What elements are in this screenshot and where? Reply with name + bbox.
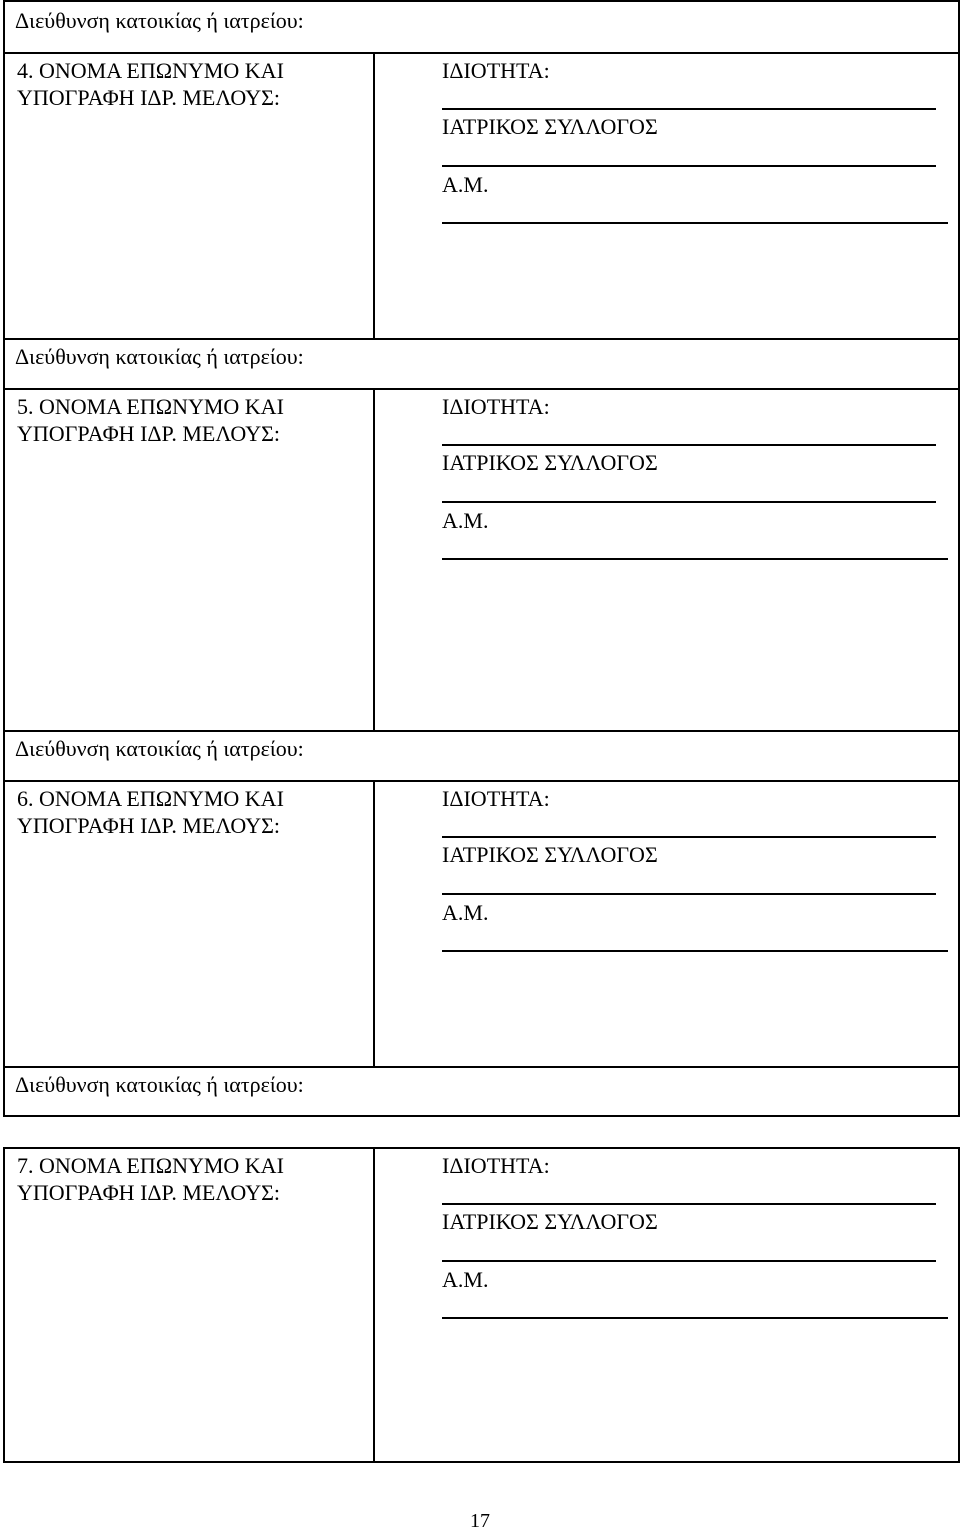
members-table-1 bbox=[3, 0, 960, 1117]
address-label-previous: Διεύθυνση κατοικίας ή ιατρείου: bbox=[15, 8, 304, 33]
member-5-property-label: ΙΔΙΟΤΗΤΑ: bbox=[442, 394, 550, 419]
member-7-property-field[interactable] bbox=[442, 1203, 936, 1205]
member-5-association-field[interactable] bbox=[442, 501, 936, 503]
column-divider bbox=[373, 780, 375, 1066]
member-4-name-label-line1: 4. ΟΝΟΜΑ ΕΠΩΝΥΜΟ ΚΑΙ bbox=[17, 58, 284, 83]
member-6-property-field[interactable] bbox=[442, 836, 936, 838]
row-divider bbox=[5, 730, 958, 732]
row-divider bbox=[5, 338, 958, 340]
member-7-property-label: ΙΔΙΟΤΗΤΑ: bbox=[442, 1153, 550, 1178]
members-table-2 bbox=[3, 1147, 960, 1463]
member-4-name-label-line2: ΥΠΟΓΡΑΦΗ ΙΔΡ. ΜΕΛΟΥΣ: bbox=[17, 85, 281, 110]
column-divider bbox=[373, 388, 375, 730]
member-6-name-label-line2: ΥΠΟΓΡΑΦΗ ΙΔΡ. ΜΕΛΟΥΣ: bbox=[17, 813, 281, 838]
member-6-property-label: ΙΔΙΟΤΗΤΑ: bbox=[442, 786, 550, 811]
member-4-association-label: ΙΑΤΡΙΚΟΣ ΣΥΛΛΟΓΟΣ bbox=[442, 114, 658, 139]
member-4-am-field[interactable] bbox=[442, 222, 948, 224]
member-7-am-field[interactable] bbox=[442, 1317, 948, 1319]
column-divider bbox=[373, 52, 375, 338]
member-7-name-label-line1: 7. ΟΝΟΜΑ ΕΠΩΝΥΜΟ ΚΑΙ bbox=[17, 1153, 284, 1178]
member-6-address-label: Διεύθυνση κατοικίας ή ιατρείου: bbox=[15, 1072, 304, 1097]
row-divider bbox=[5, 1066, 958, 1068]
member-5-property-field[interactable] bbox=[442, 444, 936, 446]
member-5-am-field[interactable] bbox=[442, 558, 948, 560]
member-5-name-label-line2: ΥΠΟΓΡΑΦΗ ΙΔΡ. ΜΕΛΟΥΣ: bbox=[17, 421, 281, 446]
member-4-property-field[interactable] bbox=[442, 108, 936, 110]
row-divider bbox=[5, 52, 958, 54]
member-4-address-label: Διεύθυνση κατοικίας ή ιατρείου: bbox=[15, 344, 304, 369]
member-6-association-field[interactable] bbox=[442, 893, 936, 895]
page-number: 17 bbox=[470, 1510, 490, 1532]
column-divider bbox=[373, 1149, 375, 1463]
member-4-am-label: Α.Μ. bbox=[442, 172, 489, 197]
member-7-association-field[interactable] bbox=[442, 1260, 936, 1262]
row-divider bbox=[5, 388, 958, 390]
member-7-name-label-line2: ΥΠΟΓΡΑΦΗ ΙΔΡ. ΜΕΛΟΥΣ: bbox=[17, 1180, 281, 1205]
member-5-address-label: Διεύθυνση κατοικίας ή ιατρείου: bbox=[15, 736, 304, 761]
member-7-am-label: Α.Μ. bbox=[442, 1267, 489, 1292]
member-7-association-label: ΙΑΤΡΙΚΟΣ ΣΥΛΛΟΓΟΣ bbox=[442, 1209, 658, 1234]
member-5-association-label: ΙΑΤΡΙΚΟΣ ΣΥΛΛΟΓΟΣ bbox=[442, 450, 658, 475]
member-5-name-label-line1: 5. ΟΝΟΜΑ ΕΠΩΝΥΜΟ ΚΑΙ bbox=[17, 394, 284, 419]
member-6-association-label: ΙΑΤΡΙΚΟΣ ΣΥΛΛΟΓΟΣ bbox=[442, 842, 658, 867]
member-4-association-field[interactable] bbox=[442, 165, 936, 167]
member-6-am-label: Α.Μ. bbox=[442, 900, 489, 925]
member-4-property-label: ΙΔΙΟΤΗΤΑ: bbox=[442, 58, 550, 83]
member-5-am-label: Α.Μ. bbox=[442, 508, 489, 533]
member-6-am-field[interactable] bbox=[442, 950, 948, 952]
member-6-name-label-line1: 6. ΟΝΟΜΑ ΕΠΩΝΥΜΟ ΚΑΙ bbox=[17, 786, 284, 811]
row-divider bbox=[5, 780, 958, 782]
